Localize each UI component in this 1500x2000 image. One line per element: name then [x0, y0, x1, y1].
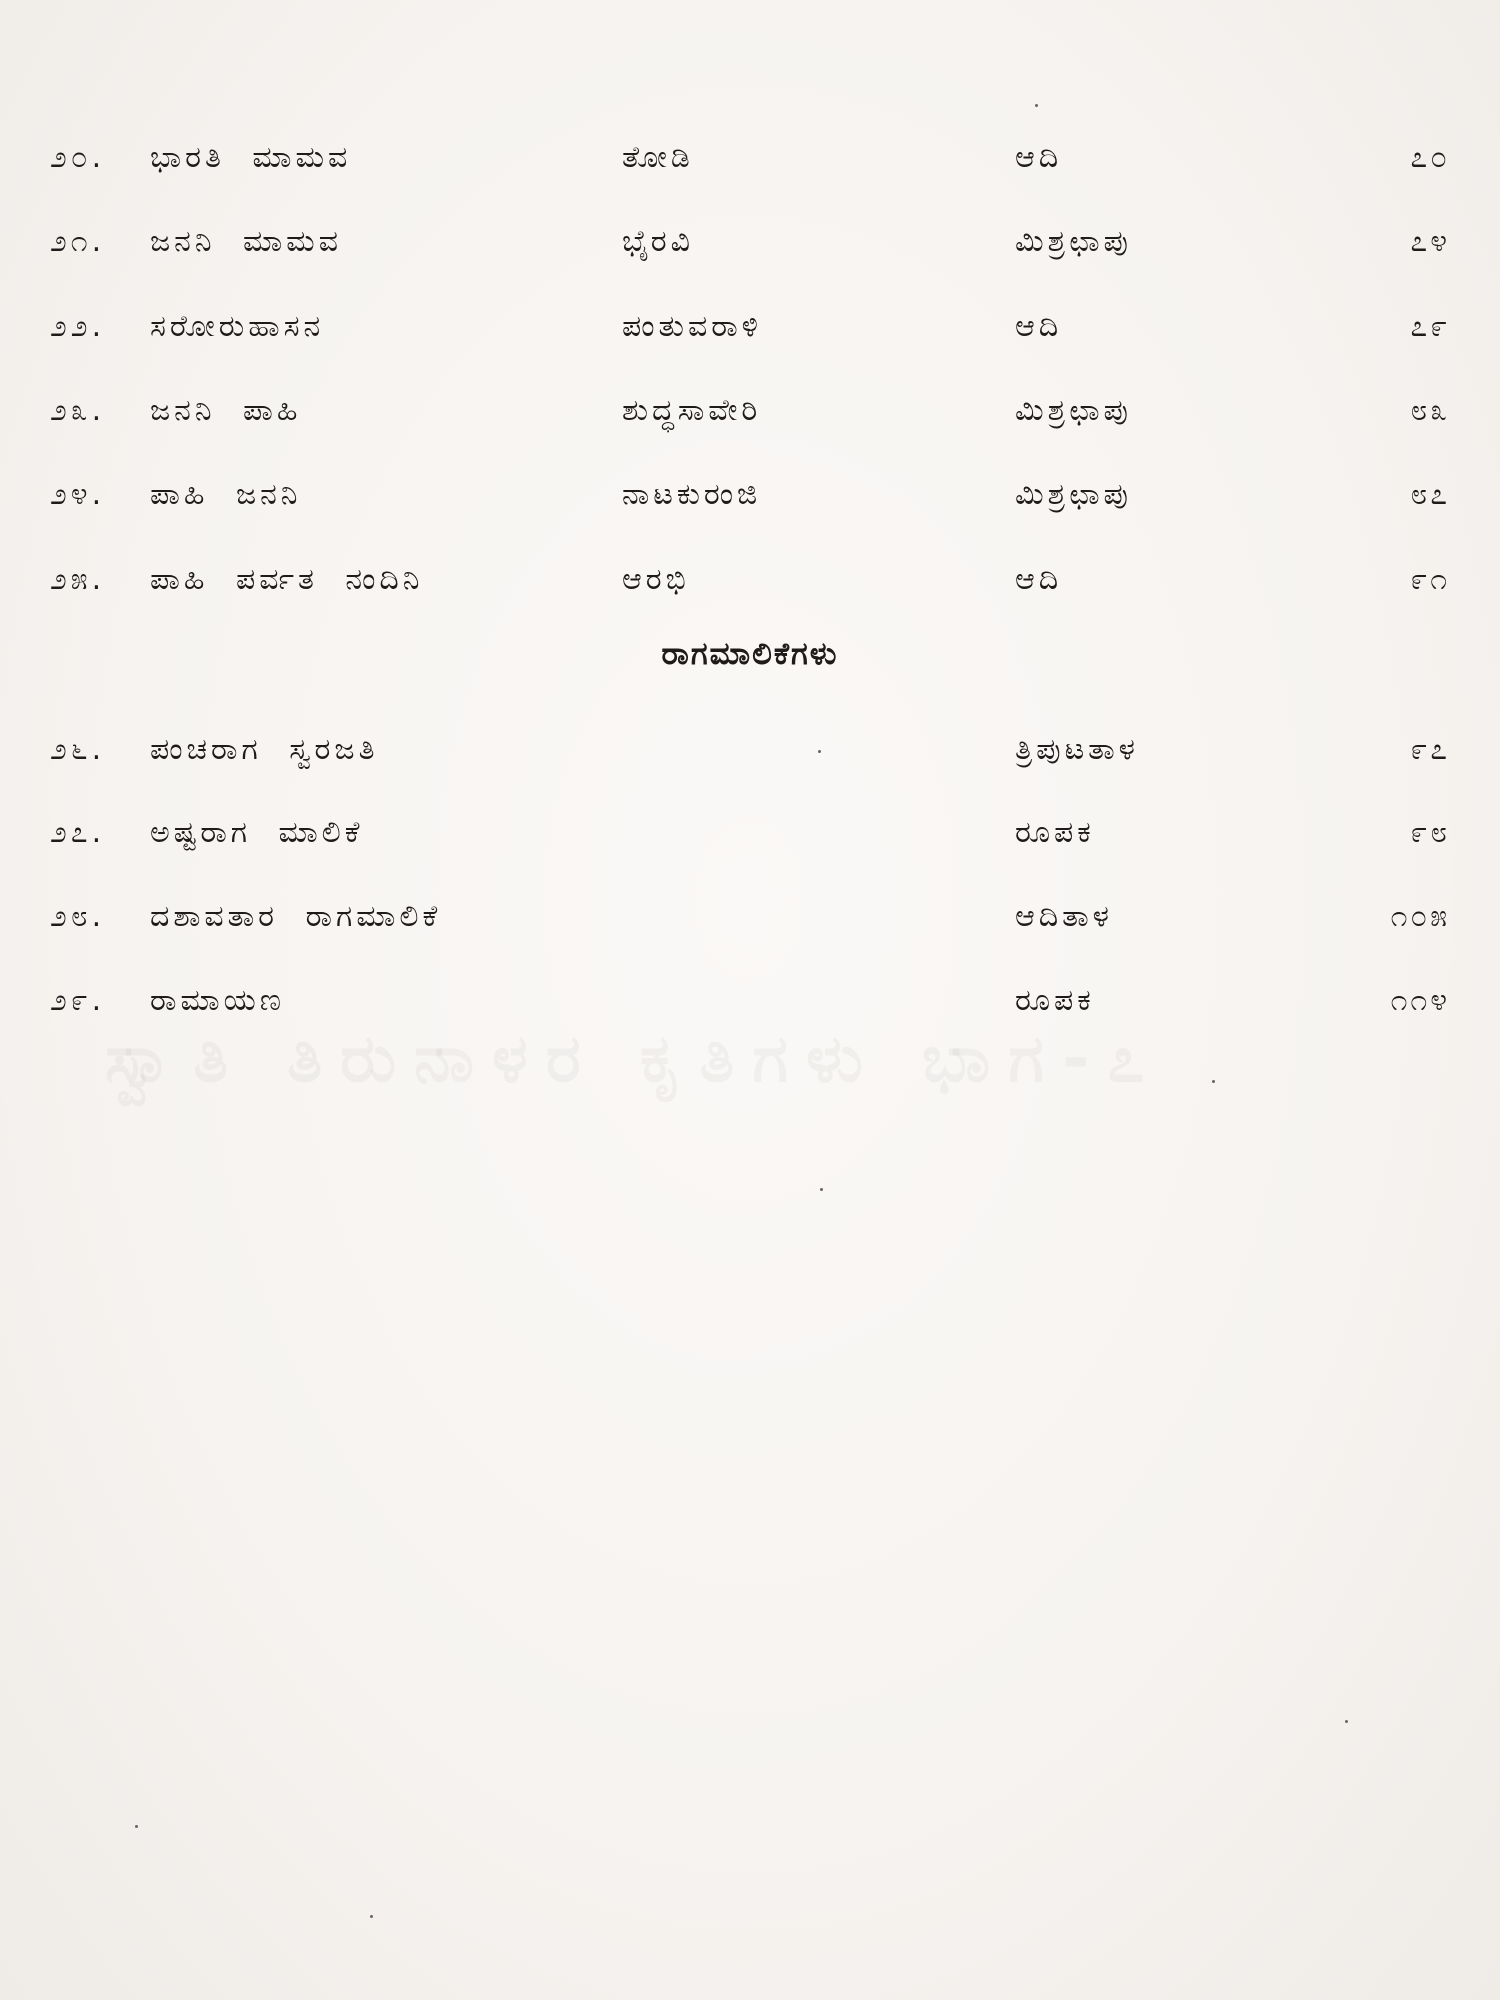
paper-speck: [1212, 1080, 1215, 1083]
item-number: ೨೯.: [50, 983, 106, 1018]
tala-name: ರೂಪಕ: [1015, 815, 1095, 850]
paper-speck: [1035, 104, 1038, 107]
item-number: ೨೦.: [50, 140, 106, 175]
paper-speck: [820, 1188, 823, 1191]
raga-name: ಭೈರವಿ: [622, 224, 695, 259]
page-number: ೯೮: [1410, 815, 1450, 850]
section-heading: ರಾಗಮಾಲಿಕೆಗಳು: [661, 636, 839, 672]
item-number: ೨೭.: [50, 815, 106, 850]
composition-title: ಪಾಹಿ ಜನನಿ: [150, 477, 302, 512]
table-row: [0, 803, 1500, 863]
composition-title: ಭಾರತಿ ಮಾಮವ: [150, 140, 352, 175]
composition-title: ಜನನಿ ಮಾಮವ: [150, 224, 342, 259]
page-number: ೮೭: [1410, 477, 1450, 512]
composition-title: ಪಾಹಿ ಪರ್ವತ ನಂದಿನಿ: [150, 562, 424, 597]
page-number: ೧೧೪: [1390, 983, 1450, 1018]
table-row: [0, 381, 1500, 441]
composition-title: ಸರೋರುಹಾಸನ: [150, 309, 325, 344]
tala-name: ಆದಿ: [1015, 562, 1063, 597]
item-number: ೨೧.: [50, 224, 106, 259]
table-row: [0, 720, 1500, 780]
composition-title: ರಾಮಾಯಣ: [150, 983, 285, 1018]
page-number: ೧೦೫: [1390, 899, 1450, 934]
raga-name: ಪಂತುವರಾಳಿ: [622, 309, 763, 344]
table-row: [0, 550, 1500, 610]
paper-speck: [1345, 1720, 1348, 1723]
page-number: ೭೯: [1410, 309, 1450, 344]
raga-name: ಶುದ್ಧಸಾವೇರಿ: [622, 393, 762, 428]
page-number: ೯೭: [1410, 732, 1450, 767]
paper-speck: [135, 1825, 138, 1828]
table-row: [0, 212, 1500, 272]
paper-speck: [370, 1915, 373, 1918]
tala-name: ರೂಪಕ: [1015, 983, 1095, 1018]
page-number: ೮೩: [1410, 393, 1450, 428]
composition-title: ಪಂಚರಾಗ ಸ್ವರಜತಿ: [150, 732, 379, 767]
item-number: ೨೬.: [50, 732, 106, 767]
paper-speck: [818, 750, 821, 753]
tala-name: ಆದಿ: [1015, 309, 1063, 344]
tala-name: ಮಿಶ್ರಛಾಪು: [1015, 224, 1132, 259]
page-number: ೭೪: [1410, 224, 1450, 259]
page-number: ೯೧: [1410, 562, 1450, 597]
item-number: ೨೪.: [50, 477, 106, 512]
tala-name: ತ್ರಿಪುಟತಾಳ: [1015, 732, 1139, 767]
item-number: ೨೨.: [50, 309, 106, 344]
bleed-through-text: [105, 1020, 1405, 1099]
item-number: ೨೮.: [50, 899, 106, 934]
raga-name: ಆರಭಿ: [622, 562, 690, 597]
table-row: [0, 128, 1500, 188]
raga-name: ತೋಡಿ: [622, 140, 694, 175]
composition-title: ಜನನಿ ಪಾಹಿ: [150, 393, 302, 428]
tala-name: ಮಿಶ್ರಛಾಪು: [1015, 477, 1132, 512]
table-row: [0, 971, 1500, 1031]
raga-name: ನಾಟಕುರಂಜಿ: [622, 477, 762, 512]
table-row: [0, 465, 1500, 525]
tala-name: ಆದಿತಾಳ: [1015, 899, 1113, 934]
table-row: [0, 887, 1500, 947]
tala-name: ಆದಿ: [1015, 140, 1063, 175]
composition-title: ಅಷ್ಟರಾಗ ಮಾಲಿಕೆ: [150, 815, 364, 850]
page-number: ೭೦: [1410, 140, 1450, 175]
tala-name: ಮಿಶ್ರಛಾಪು: [1015, 393, 1132, 428]
composition-title: ದಶಾವತಾರ ರಾಗಮಾಲಿಕೆ: [150, 899, 442, 934]
item-number: ೨೫.: [50, 562, 106, 597]
item-number: ೨೩.: [50, 393, 106, 428]
table-row: [0, 297, 1500, 357]
